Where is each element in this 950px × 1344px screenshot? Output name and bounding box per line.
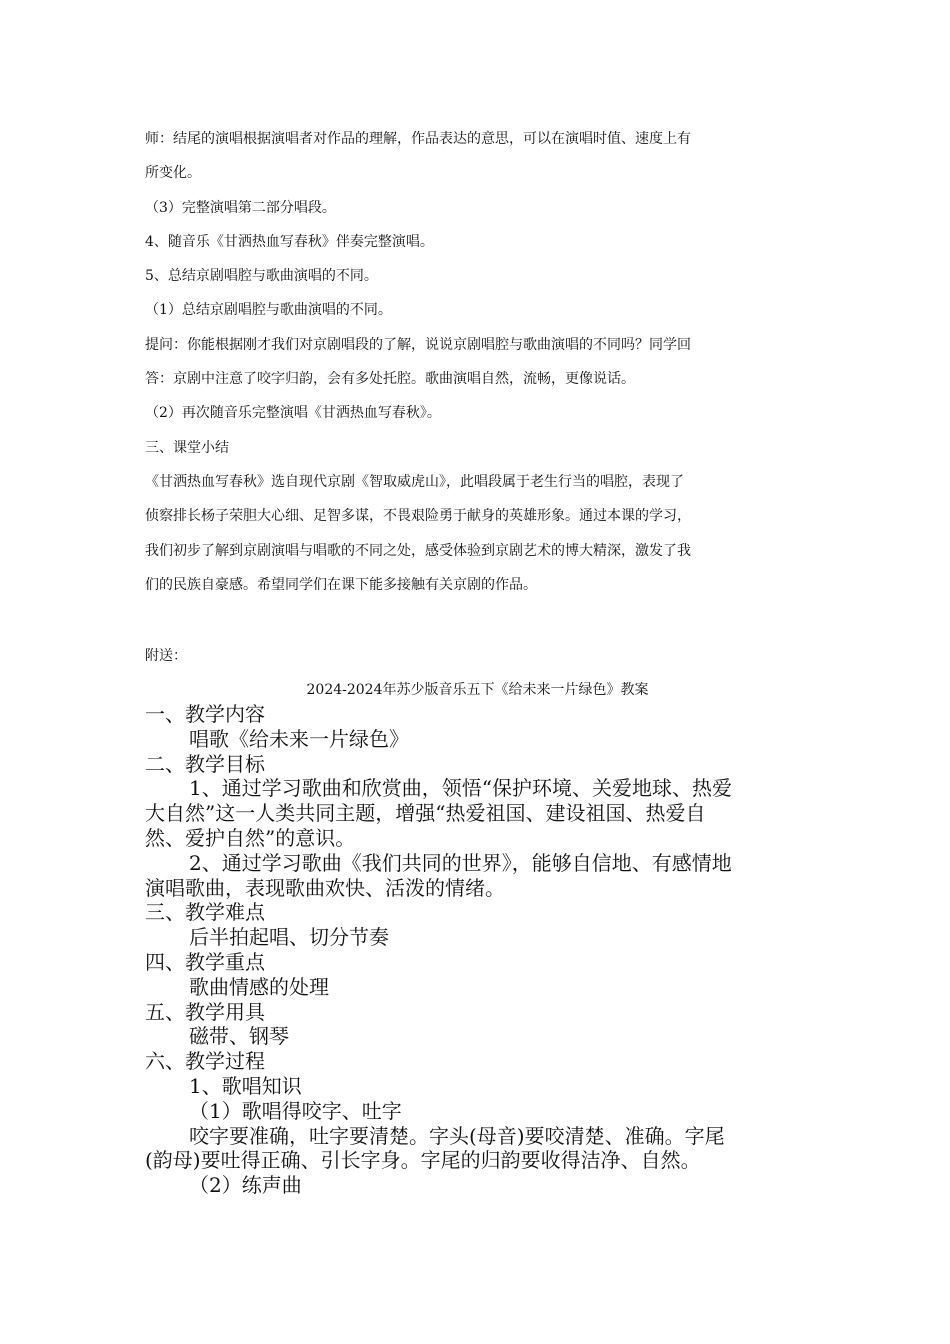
- text-line: 所变化。: [145, 165, 201, 182]
- section-heading: 三、课堂小结: [145, 439, 229, 456]
- text-line: 5、总结京剧唱腔与歌曲演唱的不同。: [145, 268, 378, 285]
- text-line: 咬字要准确，吐字要清楚。字头(母音)要咬清楚、准确。字尾: [189, 1123, 725, 1148]
- section-heading: 四、教学重点: [145, 949, 265, 974]
- text-line: （2）再次随音乐完整演唱《甘洒热血写春秋》。: [145, 405, 441, 422]
- text-line: 后半拍起唱、切分节奏: [189, 925, 389, 950]
- text-line: 歌曲情感的处理: [189, 974, 329, 999]
- appendix-label: 附送：: [145, 648, 187, 664]
- text-line: 磁带、钢琴: [189, 1024, 289, 1049]
- text-line: 1、通过学习歌曲和欣赏曲，领悟“保护环境、关爱地球、热爱: [189, 776, 732, 801]
- text-line: (韵母)要吐得正确、引长字身。字尾的归韵要收得洁净、自然。: [145, 1148, 701, 1173]
- text-line: 答：京剧中注意了咬字归韵，会有多处托腔。歌曲演唱自然，流畅，更像说话。: [145, 371, 635, 388]
- text-line: 唱歌《给未来一片绿色》: [189, 726, 409, 751]
- text-line: 我们初步了解到京剧演唱与唱歌的不同之处，感受体验到京剧艺术的博大精深，激发了我: [145, 542, 691, 559]
- text-line: （2）练声曲: [189, 1173, 302, 1198]
- text-line: 4、随音乐《甘洒热血写春秋》伴奏完整演唱。: [145, 233, 434, 250]
- section-heading: 一、教学内容: [145, 702, 265, 726]
- text-line: （3）完整演唱第二部分唱段。: [145, 199, 336, 216]
- text-line: 2、通过学习歌曲《我们共同的世界》，能够自信地、有感情地: [189, 850, 732, 875]
- text-line: 大自然”这一人类共同主题，增强“热爱祖国、建设祖国、热爱自: [145, 801, 706, 826]
- text-line: 侦察排长杨子荣胆大心细、足智多谋，不畏艰险勇于献身的英雄形象。通过本课的学习，: [145, 508, 691, 525]
- lesson-plan-part-two: [145, 702, 815, 1198]
- section-heading: 六、教学过程: [145, 1049, 265, 1074]
- text-line: 1、歌唱知识: [189, 1073, 302, 1098]
- text-line: 提问：你能根据刚才我们对京剧唱段的了解，说说京剧唱腔与歌曲演唱的不同吗？同学回: [145, 336, 691, 353]
- text-line: 师：结尾的演唱根据演唱者对作品的理解，作品表达的意思，可以在演唱时值、速度上有: [145, 131, 691, 147]
- text-line: （1）歌唱得咬字、吐字: [189, 1098, 402, 1123]
- section-heading: 五、教学用具: [145, 999, 265, 1024]
- section-heading: 三、教学难点: [145, 900, 265, 925]
- document-title: 2024-2024年苏少版音乐五下《给未来一片绿色》教案: [306, 682, 649, 698]
- text-line: 演唱歌曲，表现歌曲欢快、活泼的情绪。: [145, 875, 505, 900]
- text-line: （1）总结京剧唱腔与歌曲演唱的不同。: [145, 302, 392, 319]
- section-heading: 二、教学目标: [145, 751, 265, 776]
- lesson-plan-part-one: [145, 122, 810, 602]
- text-line: 然、爱护自然”的意识。: [145, 825, 356, 850]
- text-line: 《甘洒热血写春秋》选自现代京剧《智取威虎山》，此唱段属于老生行当的唱腔，表现了: [145, 473, 684, 490]
- text-line: 们的民族自豪感。希望同学们在课下能多接触有关京剧的作品。: [145, 576, 537, 593]
